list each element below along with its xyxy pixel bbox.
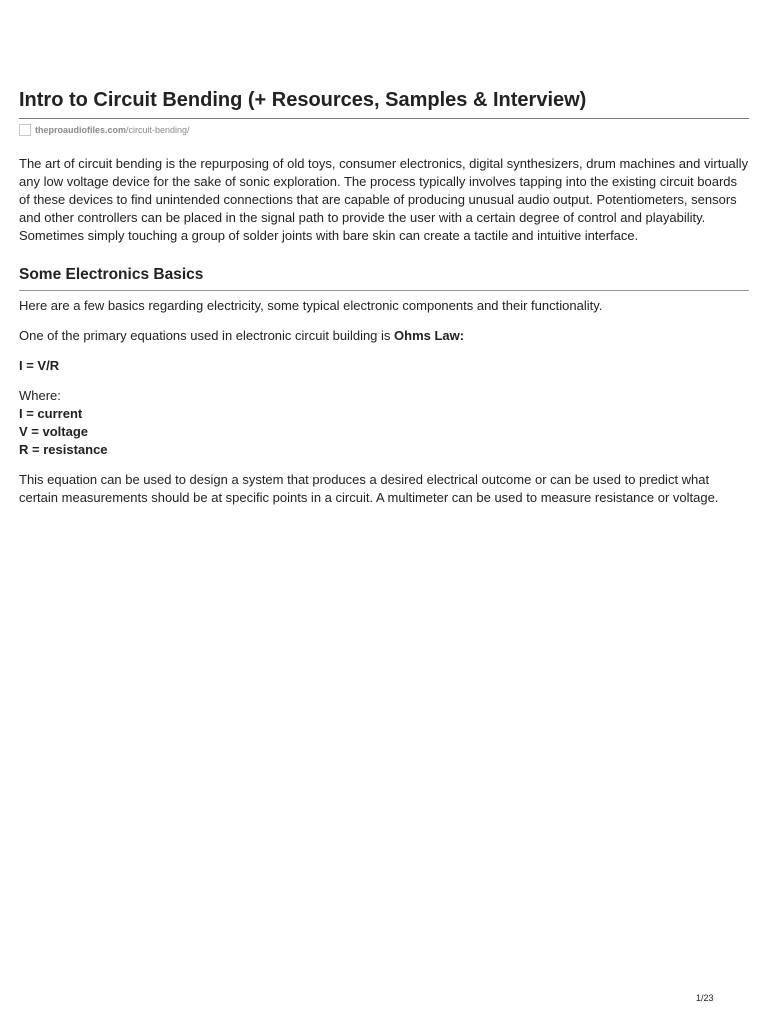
- definition-voltage: V = voltage: [19, 424, 88, 439]
- ohms-law-paragraph: [19, 327, 749, 345]
- closing-paragraph: This equation can be used to design a system that produces a desired electrical outcome or can be used to predict what certain measurements should be at specific points in a circuit. A multimeter can be used to measure resistance or voltage.: [19, 472, 719, 505]
- page-title: Intro to Circuit Bending (+ Resources, Samples & Interview): [19, 89, 587, 111]
- section-divider: [19, 290, 749, 291]
- definitions-block: [19, 387, 749, 459]
- definition-current: I = current: [19, 406, 83, 421]
- section-heading: Some Electronics Basics: [19, 266, 204, 283]
- title-divider: [19, 118, 749, 119]
- where-label: Where:: [19, 388, 61, 403]
- ohms-law-intro: One of the primary equations used in electronic circuit building is: [19, 328, 395, 343]
- page-number: 1/23: [696, 993, 714, 1003]
- definition-resistance: R = resistance: [19, 442, 108, 457]
- intro-paragraph: The art of circuit bending is the repurposing of old toys, consumer electronics, digital synthesizers, drum machines and virtually any low voltage device for the sake of sonic exploration. The process typically involves tapping into the existing circuit boards of these devices to find unintended connections that are capable of producing unusual audio output. Potentiometers, sensors and other controllers can be placed in the signal path to provide the user with a certain degree of control and playability. Sometimes simply touching a group of solder joints with bare skin can create a tactile and intuitive interface.: [19, 156, 749, 243]
- source-domain[interactable]: theproaudiofiles.com: [35, 125, 127, 135]
- ohms-law-label: Ohms Law:: [394, 328, 465, 343]
- article-body: [19, 155, 749, 519]
- basics-paragraph: Here are a few basics regarding electricity, some typical electronic components and their functionality.: [19, 298, 603, 313]
- source-link[interactable]: [19, 123, 190, 137]
- source-path[interactable]: /circuit-bending/: [126, 125, 190, 135]
- equation: I = V/R: [19, 358, 60, 373]
- favicon-icon: [19, 124, 31, 136]
